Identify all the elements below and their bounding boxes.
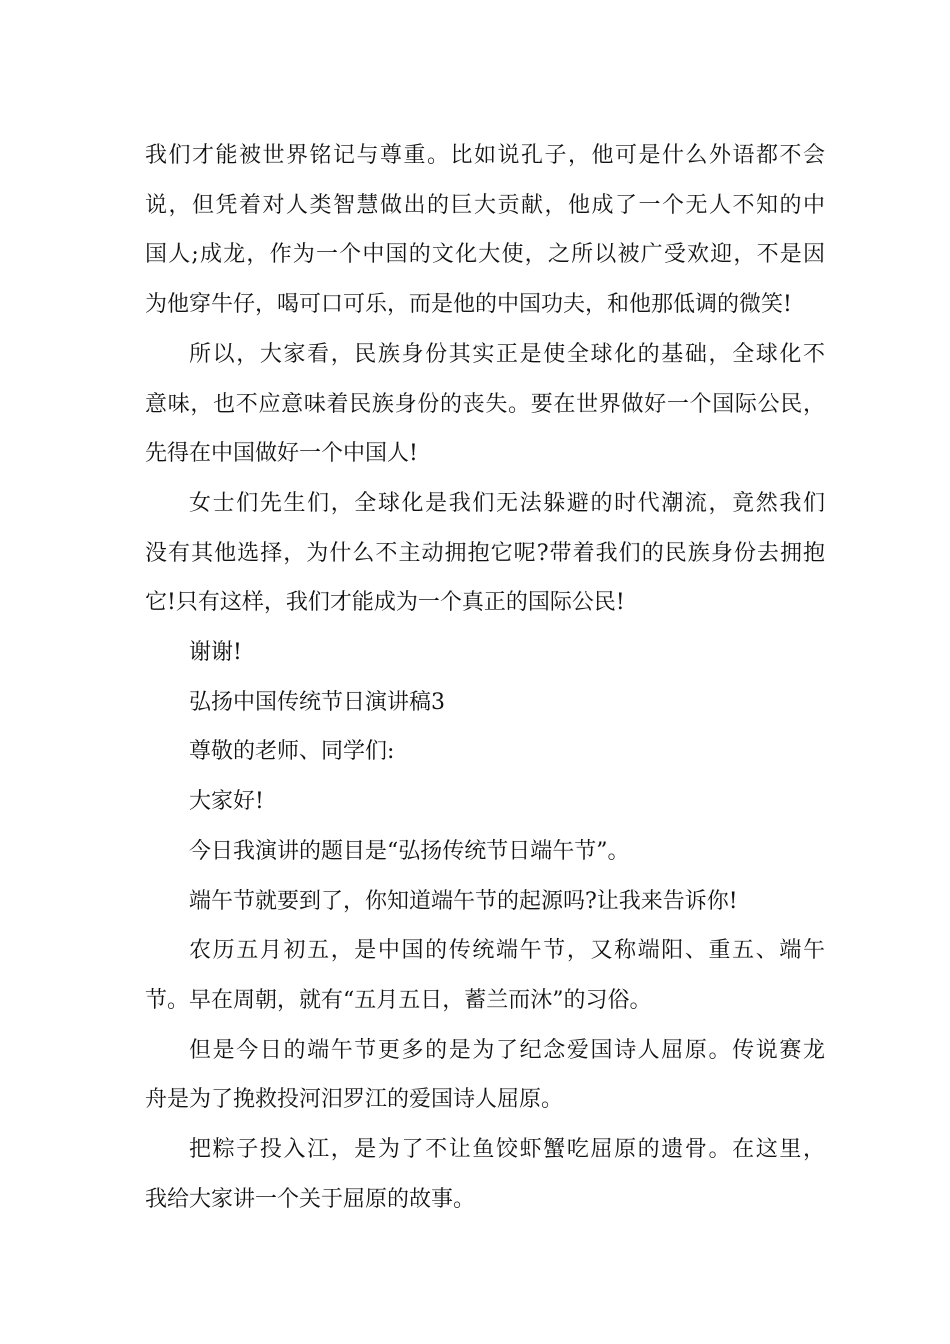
paragraph (145, 1125, 825, 1224)
paragraph-line: 我们才能被世界铭记与尊重。比如说孔子，他可是什么外语都不会 (145, 143, 825, 168)
paragraph-line: 尊敬的老师、同学们: (189, 739, 395, 765)
paragraph-line: 农历五月初五，是中国的传统端午节，又称端阳、重五、端午 (189, 938, 825, 964)
paragraph-line: 舟是为了挽救投河汨罗江的爱国诗人屈原。 (145, 1087, 564, 1113)
paragraph-line: 大家好! (189, 789, 264, 815)
paragraph-line: 为他穿牛仔，喝可口可乐，而是他的中国功夫，和他那低调的微笑! (145, 292, 792, 318)
paragraph-line: 今日我演讲的题目是“弘扬传统节日端午节”。 (189, 838, 630, 864)
paragraph-line: 节。早在周朝，就有“五月五日，蓄兰而沐”的习俗。 (145, 987, 652, 1013)
paragraph (145, 926, 825, 1025)
paragraph (145, 330, 825, 479)
paragraph (145, 827, 825, 877)
paragraph-line: 所以，大家看，民族身份其实正是使全球化的基础，全球化不 (189, 341, 825, 367)
paragraph-line: 先得在中国做好一个中国人! (145, 441, 418, 467)
document-body (145, 131, 825, 1224)
paragraph-line: 女士们先生们，全球化是我们无法躲避的时代潮流，竟然我们 (189, 490, 825, 516)
paragraph (145, 479, 825, 628)
paragraph (145, 131, 825, 330)
paragraph-line: 弘扬中国传统节日演讲稿3 (189, 689, 445, 715)
paragraph-line: 说，但凭着对人类智慧做出的巨大贡献，他成了一个无人不知的中 (145, 192, 825, 218)
paragraph-line: 谢谢! (189, 640, 242, 666)
paragraph-line: 但是今日的端午节更多的是为了纪念爱国诗人屈原。传说赛龙 (189, 1037, 825, 1063)
paragraph-line: 我给大家讲一个关于屈原的故事。 (145, 1186, 476, 1212)
paragraph-line: 端午节就要到了，你知道端午节的起源吗?让我来告诉你! (189, 888, 738, 914)
paragraph-line: 它!只有这样，我们才能成为一个真正的国际公民! (145, 590, 625, 616)
paragraph-line: 把粽子投入江，是为了不让鱼饺虾蟹吃屈原的遗骨。在这里， (189, 1137, 825, 1163)
paragraph (145, 877, 825, 927)
paragraph-line: 没有其他选择，为什么不主动拥抱它呢?带着我们的民族身份去拥抱 (145, 540, 825, 566)
paragraph (145, 777, 825, 827)
paragraph (145, 727, 825, 777)
paragraph (145, 628, 825, 678)
paragraph (145, 1026, 825, 1125)
paragraph-line: 意味，也不应意味着民族身份的丧失。要在世界做好一个国际公民， (145, 391, 825, 417)
paragraph (145, 678, 825, 728)
paragraph-line: 国人;成龙，作为一个中国的文化大使，之所以被广受欢迎，不是因 (145, 242, 825, 268)
